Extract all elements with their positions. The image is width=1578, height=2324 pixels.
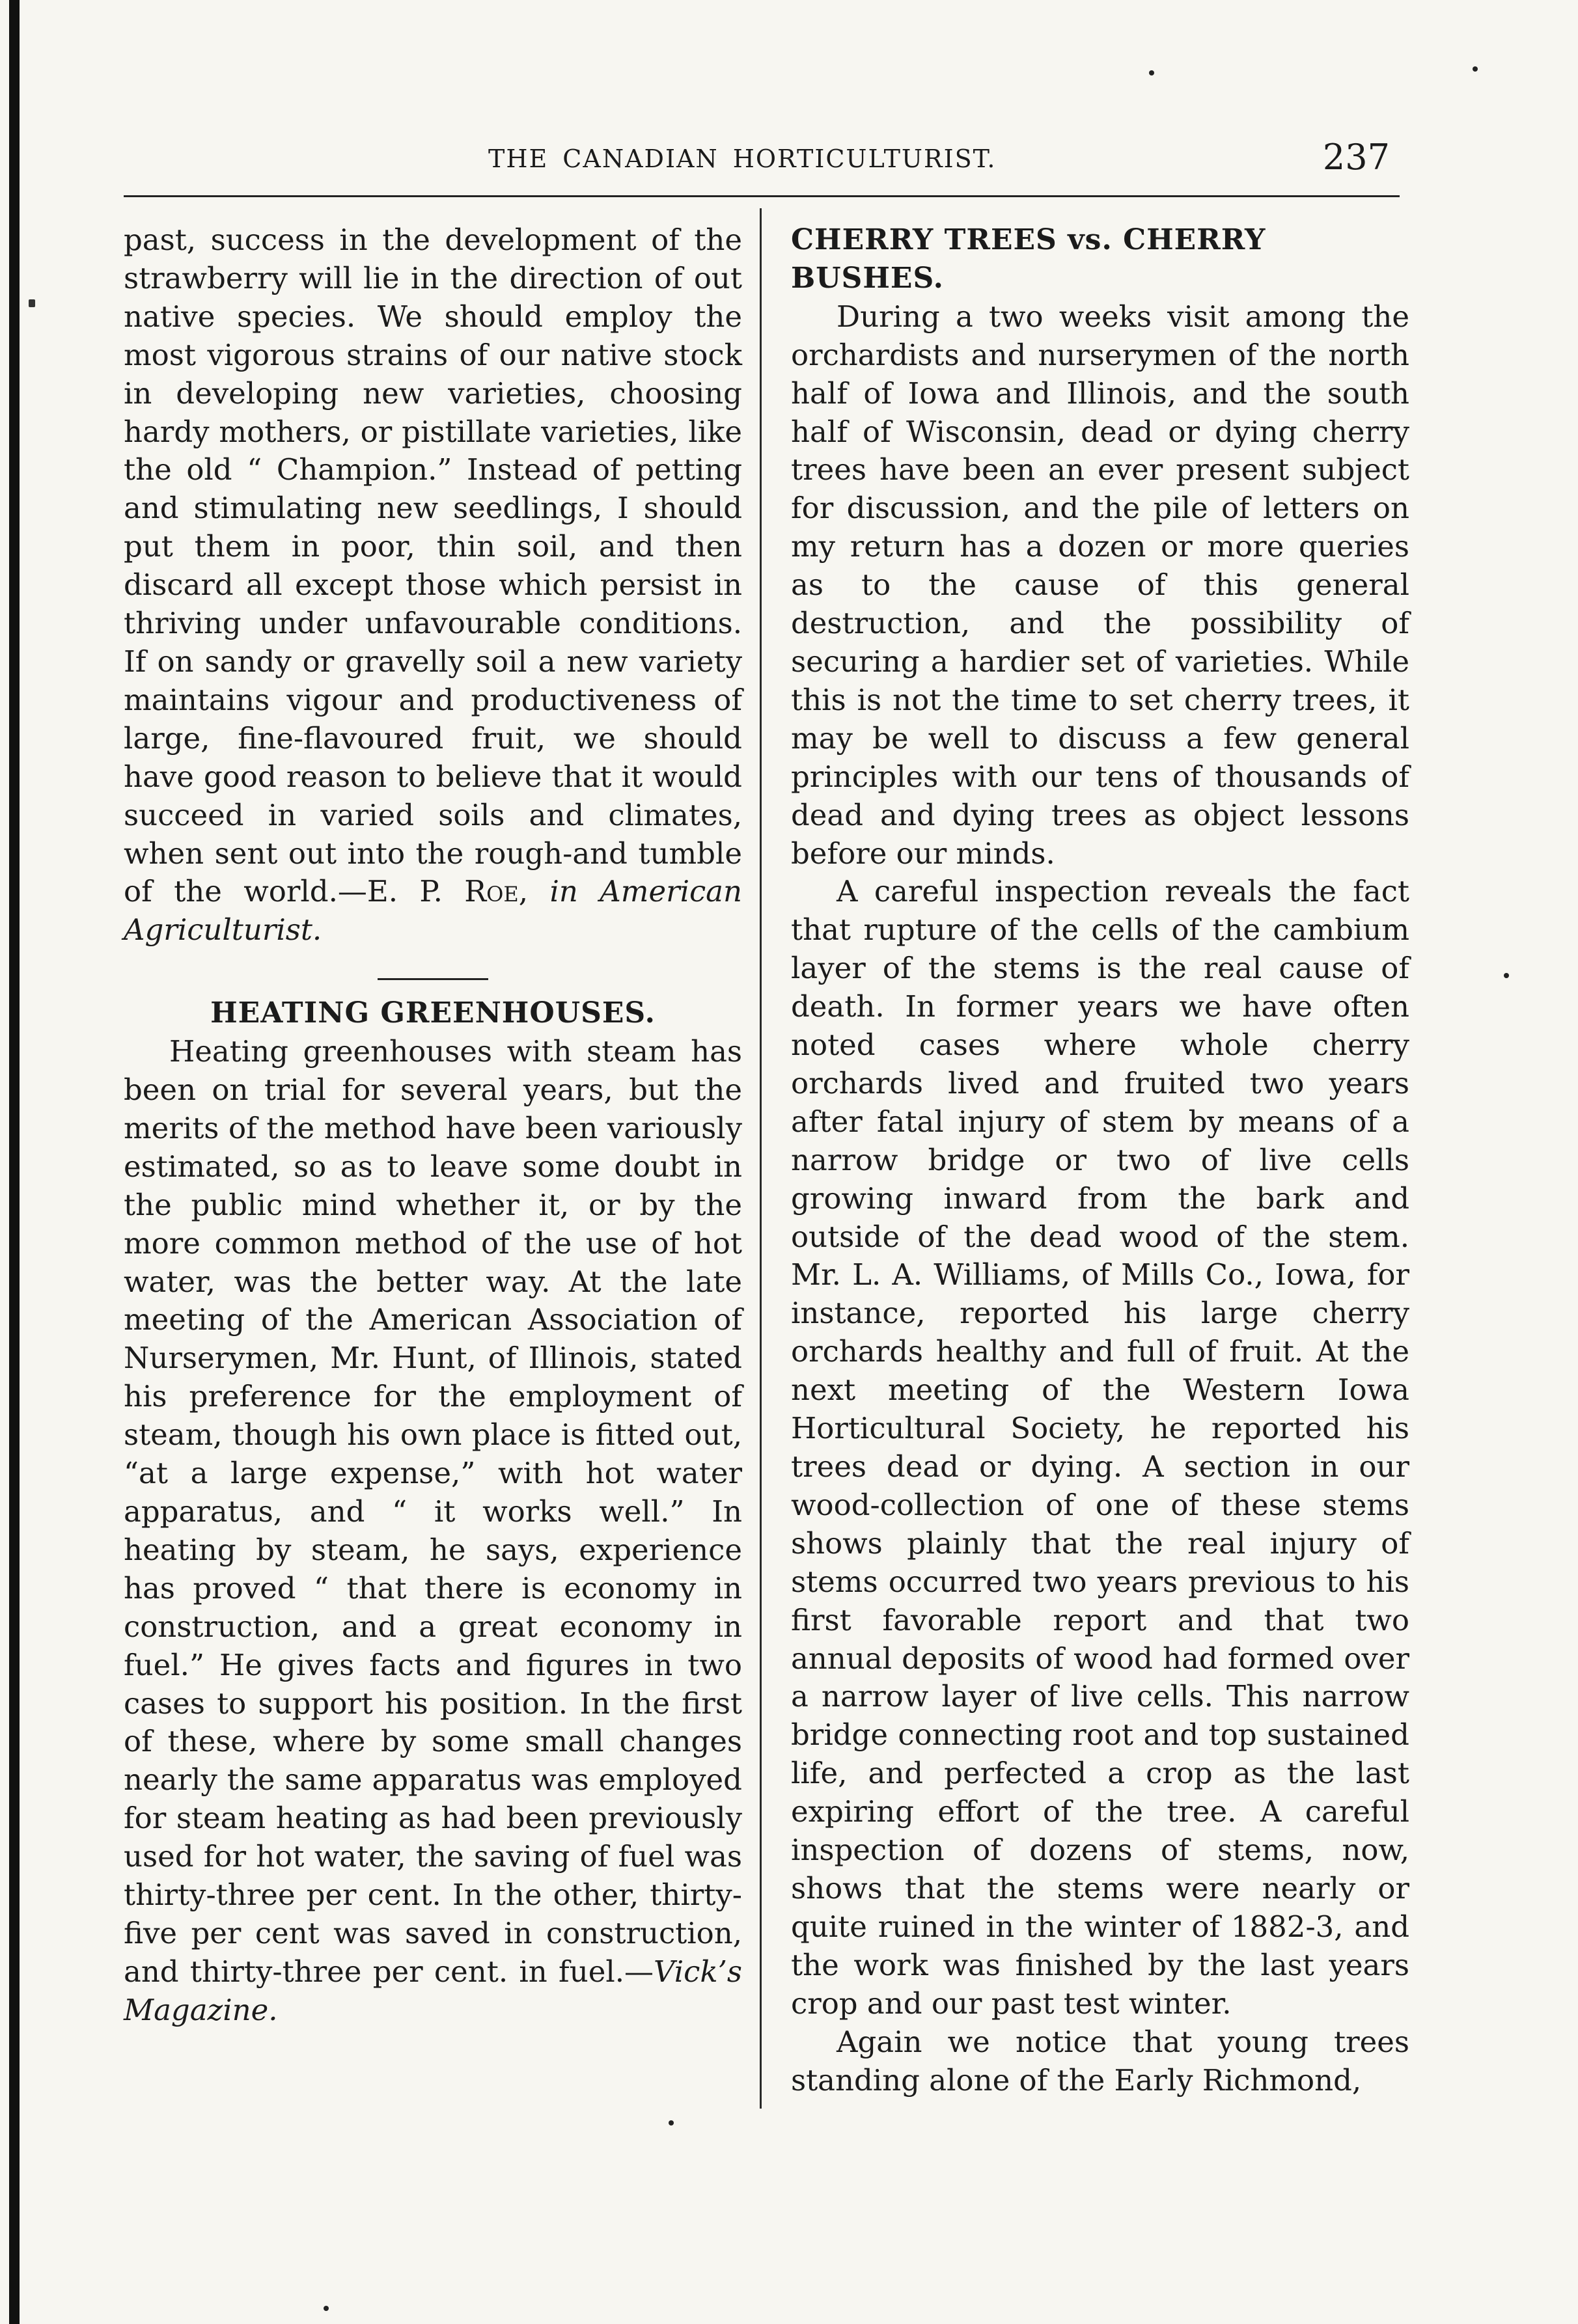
greenhouses-paragraph xyxy=(124,1033,742,2030)
left-column xyxy=(124,221,742,2030)
greenhouses-source: Vick’s Magazine. xyxy=(124,1954,742,2027)
scan-speck xyxy=(669,2120,674,2126)
strawberry-text: past, success in the development of the strawberry will lie in the direction of out native species. We should employ the most vigorous strains of our native stock in developing new varieties, choosing hardy mothers, or pistillate varieties, like the old “ Champion.” Instead of petting and stimulating new seedlings, I should put them in poor, thin soil, and then discard all except those which persist in thriving under unfavourable conditions. If on sandy or gravelly soil a new variety maintains vigour and productiveness of large, fine-flavoured fruit, we should have good reason to believe that it would succeed in varied soils and climates, when sent out into the rough-and tumble of the world.— xyxy=(124,223,742,909)
strawberry-paragraph xyxy=(124,221,742,950)
greenhouses-text: Heating greenhouses with steam has been on trial for several years, but the merits of the method have been variously estimated, so as to leave some doubt in the public mind whether it, or by the more common method of the use of hot water, was the better way. At the late meeting of the American Association of Nurserymen, Mr. Hunt, of Illinois, stated his preference for the employment of steam, though his own place is fitted out, “at a large expense,” with hot water apparatus, and “ it works well.” In heating by steam, he says, experience has proved “ that there is economy in construction, and a great economy in fuel.” He gives facts and figures in two cases to support his position. In the first of these, where by some small changes nearly the same apparatus was employed for steam heating as had been previously used for hot water, the saving of fuel was thirty-three per cent. In the other, thirty-five per cent was saved in construction, and thirty-three per cent. in fuel.— xyxy=(124,1034,742,1989)
page-binding-edge xyxy=(9,0,20,2324)
header-rule xyxy=(124,195,1400,197)
article-author: E. P. Roe, xyxy=(367,874,529,909)
article-source: in American Agriculturist. xyxy=(124,874,742,948)
right-column xyxy=(791,221,1409,2099)
section-separator-rule xyxy=(378,978,488,980)
cherry-paragraph-1: During a two weeks visit among the orchardists and nurserymen of the north half of Iowa and Illinois, and the south half of Wisconsin, dead or dying cherry trees have been an ever present subject for discussion, and the pile of letters on my return has a dozen or more queries as to the cause of this general destruction, and the possibility of securing a hardier set of varieties. While this is not the time to set cherry trees, it may be well to discuss a few general principles with our tens of thousands of dead and dying trees as object lessons before our minds. xyxy=(791,299,1409,871)
scan-speck xyxy=(1149,70,1154,75)
cherry-paragraph-3: Again we notice that young trees standing alone of the Early Richmond, xyxy=(791,2024,1409,2098)
page-number: 237 xyxy=(1322,137,1390,178)
running-head: THE CANADIAN HORTICULTURIST. xyxy=(488,144,997,173)
heading-greenhouses: HEATING GREENHOUSES. xyxy=(210,996,656,1030)
page-header xyxy=(124,130,1406,182)
heading-cherry-trees: CHERRY TREES vs. CHERRY BUSHES. xyxy=(791,223,1266,295)
scan-speck xyxy=(324,2306,329,2311)
column-divider xyxy=(760,208,762,2109)
scan-speck xyxy=(29,299,35,307)
scan-speck xyxy=(1473,66,1478,72)
cherry-paragraph-2: A careful inspection reveals the fact that rupture of the cells of the cambium layer of the stems is the real cause of death. In former years we have often noted cases where whole cherry orchards lived and fruited two years after fatal injury of stem by means of a narrow bridge or two of live cells growing inward from the bark and outside of the dead wood of the stem. Mr. L. A. Williams, of Mills Co., Iowa, for instance, reported his large cherry orchards healthy and full of fruit. At the next meeting of the Western Iowa Horticultural Society, he reported his trees dead or dying. A section in our wood-collection of one of these stems shows plainly that the real injury of stems occurred two years previous to his first favorable report and that two annual deposits of wood had formed over a narrow layer of live cells. This narrow bridge connecting root and top sustained life, and perfected a crop as the last expiring effort of the tree. A careful inspection of dozens of stems, now, shows that the stems were nearly or quite ruined in the winter of 1882-3, and the work was finished by the last years crop and our past test winter. xyxy=(791,874,1409,2021)
scan-speck xyxy=(1504,973,1509,978)
